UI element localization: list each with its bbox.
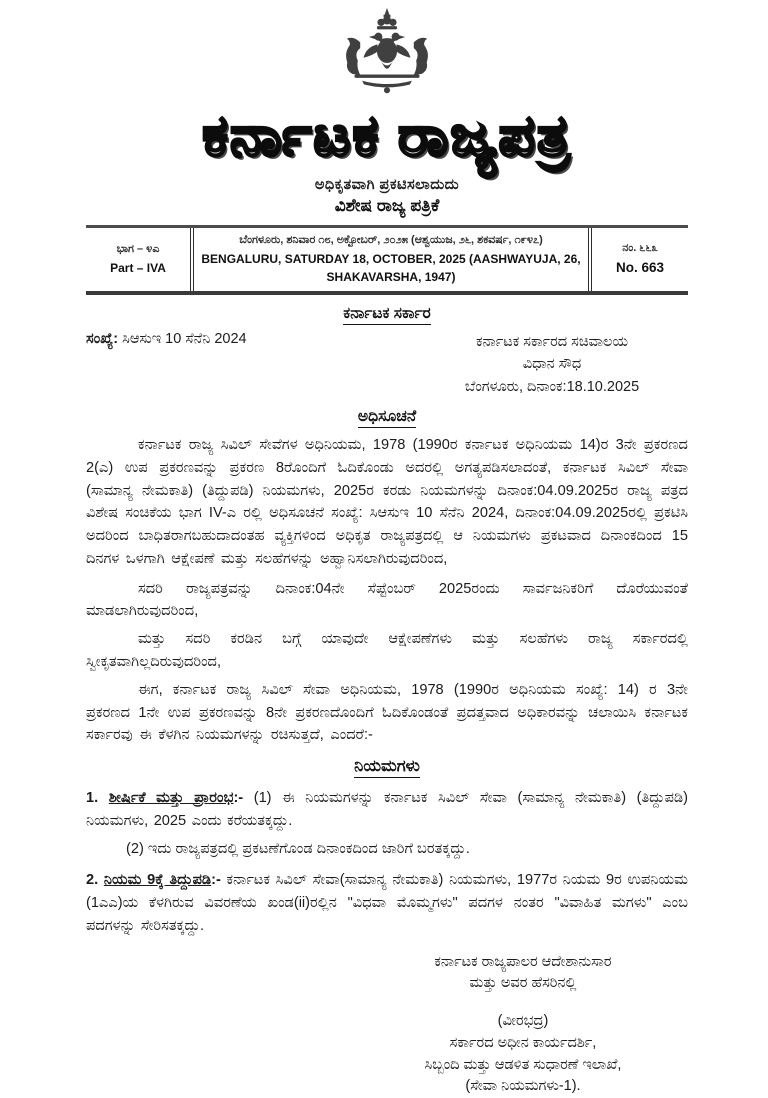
rules-heading: ನಿಯಮಗಳು (86, 757, 688, 778)
signature-block (358, 952, 688, 1098)
meta-row (86, 331, 688, 398)
secretariat-address (416, 331, 688, 398)
rule-text: (1) ಈ ನಿಯಮಗಳನ್ನು ಕರ್ನಾಟಕ ಸಿವಿಲ್ ಸೇವಾ (ಸಾಮಾನ್ಯ ನೇಮಕಾತಿ) (ತಿದ್ದುಪಡಿ) ನಿಯಮಗಳು, 2025 ಎಂದು ಕರೆಯತಕ್ಕದ್ದು. (86, 790, 688, 829)
body-paragraph: ಮತ್ತು ಸದರಿ ಕರಡಿನ ಬಗ್ಗೆ ಯಾವುದೇ ಆಕ್ಷೇಪಣೆಗಳು ಮತ್ತು ಸಲಹೆಗಳು ರಾಜ್ಯ ಸರ್ಕಾರದಲ್ಲಿ ಸ್ವೀಕೃತವಾಗಿಲ್ಲದಿರುವುದರಿಂದ, (86, 631, 688, 671)
rule-1-sub-2: (2) ಇದು ರಾಜ್ಯಪತ್ರದಲ್ಲಿ ಪ್ರಕಟಣೆಗೊಂಡ ದಿನಾಂಕದಿಂದ ಜಾರಿಗೆ ಬರತಕ್ಕದ್ದು. (126, 840, 470, 857)
masthead (86, 8, 688, 216)
signature-order-line: ಮತ್ತು ಅವರ ಹೆಸರಿನಲ್ಲಿ (469, 975, 577, 992)
rule-number: 2. (86, 872, 104, 889)
issue-number-english: No. 663 (615, 259, 665, 275)
address-line: ಕರ್ನಾಟಕ ಸರ್ಕಾರದ ಸಚಿವಾಲಯ (476, 333, 628, 350)
notification-heading: ಅಧಿಸೂಚನೆ (86, 408, 688, 428)
rule-title: ಶೀರ್ಷಿಕೆ ಮತ್ತು ಪ್ರಾರಂಭ (108, 790, 234, 807)
signatory-name: (ವೀರಭದ್ರ) (497, 1013, 549, 1030)
body-paragraph: ಕರ್ನಾಟಕ ರಾಜ್ಯ ಸಿವಿಲ್ ಸೇವೆಗಳ ಅಧಿನಿಯಮ, 1978 (1990ರ ಕರ್ನಾಟಕ ಅಧಿನಿಯಮ 14)ರ 3ನೇ ಪ್ರಕರಣದ 2(ಎ) ಉಪ ಪ್ರಕರಣವನ್ನು ಪ್ರಕರಣ 8ರೊಂದಿಗೆ ಓದಿಕೊಂಡು ಅದರಲ್ಲಿ ಅಗತ್ಯಪಡಿಸಲಾದಂತೆ, ಕರ್ನಾಟಕ ಸಿವಿಲ್ ಸೇವಾ (ಸಾಮಾನ್ಯ ನೇಮಕಾತಿ) (ತಿದ್ದುಪಡಿ) ನಿಯಮಗಳು, 2025ರ ಕರಡು ನಿಯಮಗಳನ್ನು ದಿನಾಂಕ:04.09.2025ರ ರಾಜ್ಯ ಪತ್ರದ ವಿಶೇಷ ಸಂಚಿಕೆಯ ಭಾಗ IV-ಎ ರಲ್ಲಿ ಅಧಿಸೂಚನೆ ಸಂಖ್ಯೆ: ಸಿಆಸುಇ 10 ಸೆನೆನಿ 2024, ದಿನಾಂಕ:04.09.2025ರಲ್ಲಿ ಪ್ರಕಟಿಸಿ ಅದರಿಂದ ಬಾಧಿತರಾಗಬಹುದಾದಂತಹ ವ್ಯಕ್ತಿಗಳಿಂದ ಅಧಿಕೃತ ರಾಜ್ಯಪತ್ರದಲ್ಲಿ ಆ ನಿಯಮಗಳು ಪ್ರಕಟವಾದ ದಿನಾಂಕದಿಂದ 15 ದಿನಗಳ ಒಳಗಾಗಿ ಆಕ್ಷೇಪಣೆ ಮತ್ತು ಸಲಹೆಗಳನ್ನು ಅಹ್ವಾನಿಸಲಾಗಿರುವುದರಿಂದ, (86, 437, 688, 567)
karnataka-state-emblem-icon (339, 8, 435, 96)
address-line: ವಿಧಾನ ಸೌಧ (522, 356, 582, 373)
notification-body (86, 434, 688, 747)
signature-order-line: ಕರ್ನಾಟಕ ರಾಜ್ಯಪಾಲರ ಆದೇಶಾನುಸಾರ (434, 953, 612, 970)
body-paragraph: ಸದರಿ ರಾಜ್ಯಪತ್ರವನ್ನು ದಿನಾಂಕ:04ನೇ ಸೆಪ್ಟೆಂಬರ್ 2025ರಂದು ಸಾರ್ವಜನಿಕರಿಗೆ ದೊರೆಯುವಂತೆ ಮಾಡಲಾಗಿರುವುದರಿಂದ, (86, 580, 688, 620)
rule-separator: :- (233, 790, 254, 807)
issue-info-bar (86, 225, 688, 295)
part-cell (86, 228, 190, 291)
signatory-designation: ಸಿಬ್ಬಂದಿ ಮತ್ತು ಆಡಳಿತ ಸುಧಾರಣೆ ಇಲಾಖೆ, (424, 1056, 622, 1073)
rule-number: 1. (86, 790, 109, 807)
issue-number-kannada: ನಂ. ೬೬೩ (622, 242, 658, 255)
issue-date-english: BENGALURU, SATURDAY 18, OCTOBER, 2025 (AASHWAYUJA, 26, SHAKAVARSHA, 1947) (201, 251, 581, 285)
number-value: ಸಿಆಸುಇ 10 ಸೆನೆನಿ 2024 (118, 330, 247, 347)
government-heading: ಕರ್ನಾಟಕ ಸರ್ಕಾರ (86, 305, 688, 325)
signatory-designation: (ಸೇವಾ ನಿಯಮಗಳು-1). (465, 1078, 581, 1095)
part-label-kannada: ಭಾಗ – ೪ಎ (116, 243, 160, 256)
rule-text: ಕರ್ನಾಟಕ ಸಿವಿಲ್ ಸೇವಾ(ಸಾಮಾನ್ಯ ನೇಮಕಾತಿ) ನಿಯಮಗಳು, 1977ರ ನಿಯಮ 9ರ ಉಪನಿಯಮ (1ಎಎ)ಯ ಕೆಳಗಿರುವ ವಿವರಣೆಯ ಖಂಡ(ii)ರಲ್ಲಿನ "ವಿಧವಾ ಮೊಮ್ಮಗಳು" ಪದಗಳ ನಂತರ "ವಿವಾಹಿತ ಮಗಳು" ಎಂಬ ಪದಗಳನ್ನು ಸೇರಿಸತಕ್ಕದ್ದು. (86, 872, 688, 934)
address-date-line: ಬೆಂಗಳೂರು, ದಿನಾಂಕ:18.10.2025 (464, 378, 640, 395)
rule-title: ನಿಯಮ 9ಕ್ಕೆ ತಿದ್ದುಪಡಿ (103, 872, 212, 889)
signatory-designation: ಸರ್ಕಾರದ ಅಧೀನ ಕಾರ್ಯದರ್ಶಿ, (449, 1034, 597, 1051)
gazette-title: ಕರ್ನಾಟಕ ರಾಜ್ಯಪತ್ರ (202, 104, 572, 168)
masthead-subtitle-official: ಅಧಿಕೃತವಾಗಿ ಪ್ರಕಟಿಸಲಾದುದು (314, 176, 460, 193)
date-cell (190, 228, 588, 291)
number-label: ಸಂಖ್ಯೆ: (86, 330, 119, 347)
issue-number-cell (588, 228, 688, 291)
body-paragraph: ಈಗ, ಕರ್ನಾಟಕ ರಾಜ್ಯ ಸಿವಿಲ್ ಸೇವಾ ಅಧಿನಿಯಮ, 1978 (1990ರ ಅಧಿನಿಯಮ ಸಂಖ್ಯೆ: 14) ರ 3ನೇ ಪ್ರಕರಣದ 1ನೇ ಉಪ ಪ್ರಕರಣವನ್ನು 8ನೇ ಪ್ರಕರಣದೊಂದಿಗೆ ಓದಿಕೊಂಡಂತೆ ಪ್ರದತ್ತವಾದ ಅಧಿಕಾರವನ್ನು ಚಲಾಯಿಸಿ ಕರ್ನಾಟಕ ಸರ್ಕಾರವು ಈ ಕೆಳಗಿನ ನಿಯಮಗಳನ್ನು ರಚಿಸುತ್ತದೆ, ಎಂದರೆ:- (86, 681, 688, 744)
issue-date-kannada: ಬೆಂಗಳೂರು, ಶನಿವಾರ ೧೮, ಅಕ್ಟೋಬರ್, ೨೦೨೫ (ಆಶ್ವಯುಜ, ೨೬, ಶಕವರ್ಷ, ೧೯೪೭) (239, 233, 543, 246)
rule-1 (86, 787, 688, 833)
rule-separator: :- (211, 872, 227, 889)
masthead-subtitle-special: ವಿಶೇಷ ರಾಜ್ಯ ಪತ್ರಿಕೆ (334, 195, 440, 215)
part-label-english: Part – IVA (110, 260, 166, 275)
rule-2 (86, 869, 688, 937)
notification-number (86, 331, 247, 398)
